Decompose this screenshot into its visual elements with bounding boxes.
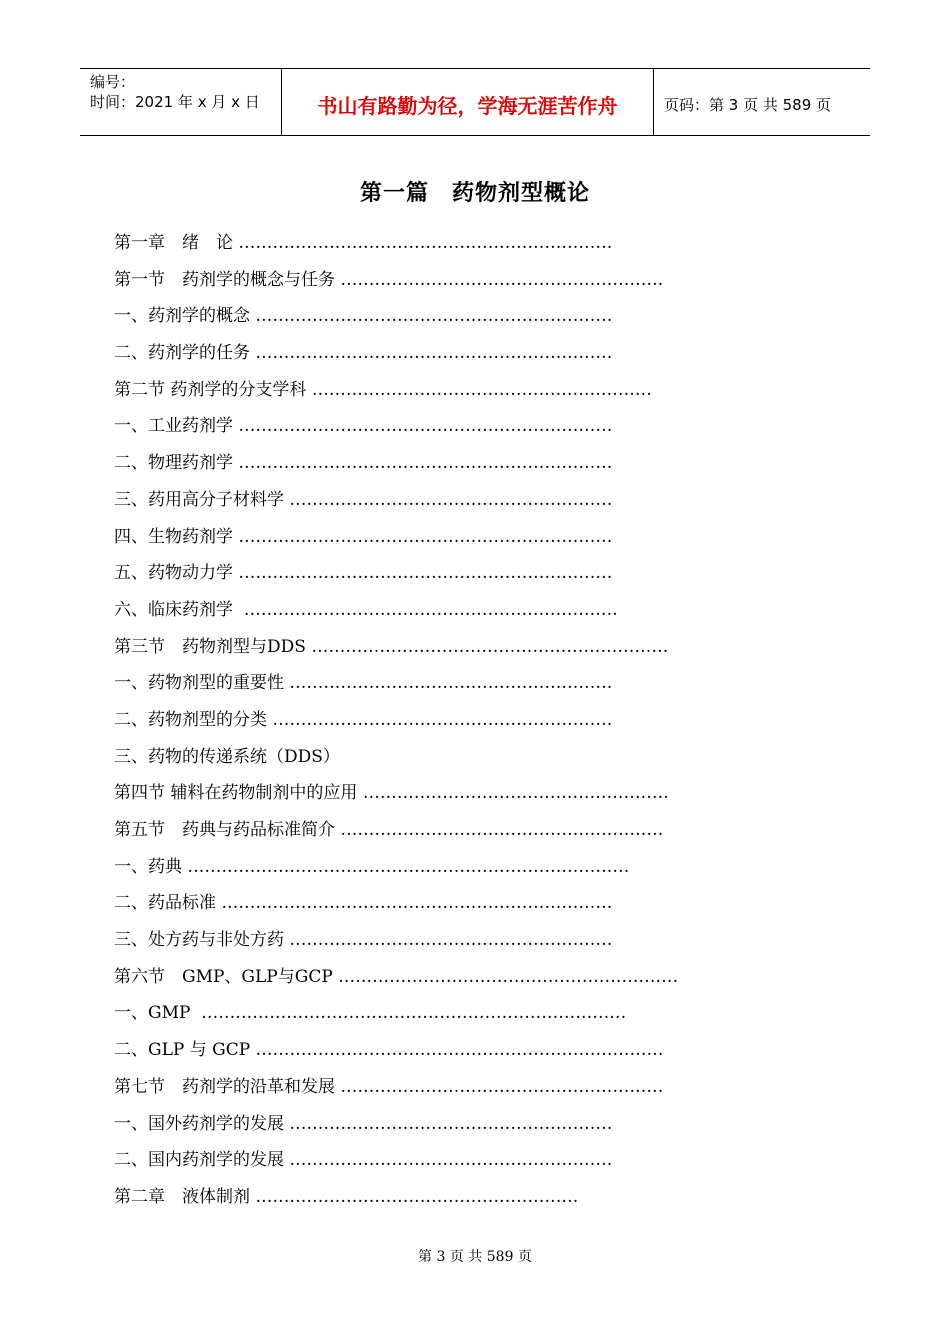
toc-entry-label: 二、GLP 与 GCP xyxy=(114,1040,256,1061)
toc-entry-leader: ………………………………………………………… xyxy=(243,599,618,620)
toc-entry-label: 五、药物动力学 xyxy=(114,563,239,584)
toc-entry-label: 一、药剂学的概念 xyxy=(114,306,256,327)
toc-entry-label: 第一章 绪 论 xyxy=(114,233,239,253)
toc-entry[interactable] xyxy=(114,743,734,780)
document-number: 编号： xyxy=(90,73,136,91)
toc-entry-label: 一、药物剂型的重要性 xyxy=(114,673,290,694)
document-date: 时间：2021 年 x 月 x 日 xyxy=(90,93,260,111)
toc-entry-label: 一、国外药剂学的发展 xyxy=(114,1113,290,1134)
toc-entry-label: 三、处方药与非处方药 xyxy=(114,930,290,951)
toc-entry[interactable] xyxy=(114,706,734,743)
toc-entry-leader: ……………………………………………………… xyxy=(255,343,613,364)
toc-entry[interactable] xyxy=(114,1073,734,1110)
toc-entry-label: 一、药典 xyxy=(114,856,188,877)
toc-entry-leader: ………………………………………………… xyxy=(340,1076,664,1097)
toc-entry-label: 六、临床药剂学 xyxy=(114,599,244,620)
toc-entry-label: 第七节 药剂学的沿革和发展 xyxy=(114,1076,341,1097)
toc-entry-leader: ………………………………………………… xyxy=(289,489,613,510)
toc-entry-leader: ……………………………………………………………… xyxy=(255,1040,664,1061)
toc-entry-label: 三、药物的传递系统（DDS） xyxy=(114,746,340,767)
toc-entry-label: 第三节 药物剂型与DDS xyxy=(114,636,312,657)
toc-entry-leader: ………………………………………………………………… xyxy=(201,1003,627,1024)
header-page-info: 页码：第 3 页 共 589 页 xyxy=(664,95,832,114)
toc-entry-leader: ……………………………………………………… xyxy=(255,306,613,327)
page-title: 第一篇 药物剂型概论 xyxy=(359,181,590,206)
toc-entry-label: 二、药品标准 xyxy=(114,893,222,914)
toc-entry-leader: ………………………………………………… xyxy=(289,673,613,694)
toc-entry[interactable] xyxy=(114,412,734,449)
toc-entry-leader: ………………………………………………………… xyxy=(238,416,613,437)
toc-entry[interactable] xyxy=(114,523,734,560)
toc-entry-label: 一、GMP xyxy=(114,1003,202,1024)
toc-entry[interactable] xyxy=(114,1183,734,1220)
toc-entry-leader: ………………………………………………………… xyxy=(238,453,613,474)
toc-entry[interactable] xyxy=(114,449,734,486)
toc-entry-label: 第五节 药典与药品标准简介 xyxy=(114,820,341,840)
header-motto: 书山有路勤为径，学海无涯苦作舟 xyxy=(282,69,654,135)
toc-entry-leader: ………………………………………………… xyxy=(340,269,664,290)
toc-entry[interactable] xyxy=(114,669,734,706)
toc-entry-label: 三、药用高分子材料学 xyxy=(114,489,290,510)
toc-entry[interactable] xyxy=(114,853,734,890)
toc-entry-label: 第二节 药剂学的分支学科 xyxy=(114,379,312,400)
table-of-contents xyxy=(114,229,734,1220)
toc-entry-leader: …………………………………………………………… xyxy=(221,893,613,914)
toc-entry-label: 二、物理药剂学 xyxy=(114,453,239,474)
toc-entry[interactable] xyxy=(114,926,734,963)
toc-entry-leader: …………………………………………………… xyxy=(272,709,613,730)
toc-entry[interactable] xyxy=(114,1146,734,1183)
toc-entry[interactable] xyxy=(114,302,734,339)
toc-entry-leader: ………………………………………………… xyxy=(289,1113,613,1134)
toc-entry-leader: ……………………………………………… xyxy=(362,783,669,804)
page-header xyxy=(80,68,870,136)
toc-entry-leader: ………………………………………………………… xyxy=(238,233,613,253)
toc-entry-leader: …………………………………………………… xyxy=(338,966,679,987)
toc-entry[interactable] xyxy=(114,816,734,853)
toc-entry-leader: …………………………………………………… xyxy=(311,379,652,400)
toc-entry-label: 四、生物药剂学 xyxy=(114,526,239,547)
toc-entry-leader: …………………………………………………………………… xyxy=(187,856,630,877)
toc-entry-leader: ………………………………………………………… xyxy=(238,563,613,584)
toc-entry[interactable] xyxy=(114,486,734,523)
toc-entry-label: 第一节 药剂学的概念与任务 xyxy=(114,269,341,290)
toc-entry-leader: ………………………………………………… xyxy=(289,1150,613,1171)
toc-entry[interactable] xyxy=(114,633,734,670)
toc-entry[interactable] xyxy=(114,999,734,1036)
toc-entry-label: 二、药物剂型的分类 xyxy=(114,709,273,730)
toc-entry-label: 二、国内药剂学的发展 xyxy=(114,1150,290,1171)
toc-entry[interactable] xyxy=(114,339,734,376)
toc-entry-label: 第二章 液体制剂 xyxy=(114,1186,256,1207)
toc-entry[interactable] xyxy=(114,596,734,633)
toc-entry[interactable] xyxy=(114,266,734,303)
toc-entry[interactable] xyxy=(114,779,734,816)
toc-entry-leader: ………………………………………………… xyxy=(289,930,613,951)
toc-entry-label: 第四节 辅料在药物制剂中的应用 xyxy=(114,783,363,804)
toc-entry-label: 第六节 GMP、GLP与GCP xyxy=(114,966,339,987)
toc-entry[interactable] xyxy=(114,1036,734,1073)
page-footer: 第 3 页 共 589 页 xyxy=(418,1249,532,1265)
toc-entry-leader: ………………………………………………… xyxy=(255,1186,579,1207)
toc-entry-label: 一、工业药剂学 xyxy=(114,416,239,437)
toc-entry[interactable] xyxy=(114,559,734,596)
toc-entry-label: 二、药剂学的任务 xyxy=(114,343,256,364)
toc-entry-leader: ……………………………………………………… xyxy=(311,636,669,657)
header-meta xyxy=(80,69,282,135)
toc-entry[interactable] xyxy=(114,963,734,1000)
toc-entry[interactable] xyxy=(114,1110,734,1147)
toc-entry[interactable] xyxy=(114,229,734,266)
toc-entry-leader: ………………………………………………………… xyxy=(238,526,613,547)
toc-entry-leader: ………………………………………………… xyxy=(340,820,664,840)
toc-entry[interactable] xyxy=(114,376,734,413)
toc-entry[interactable] xyxy=(114,889,734,926)
